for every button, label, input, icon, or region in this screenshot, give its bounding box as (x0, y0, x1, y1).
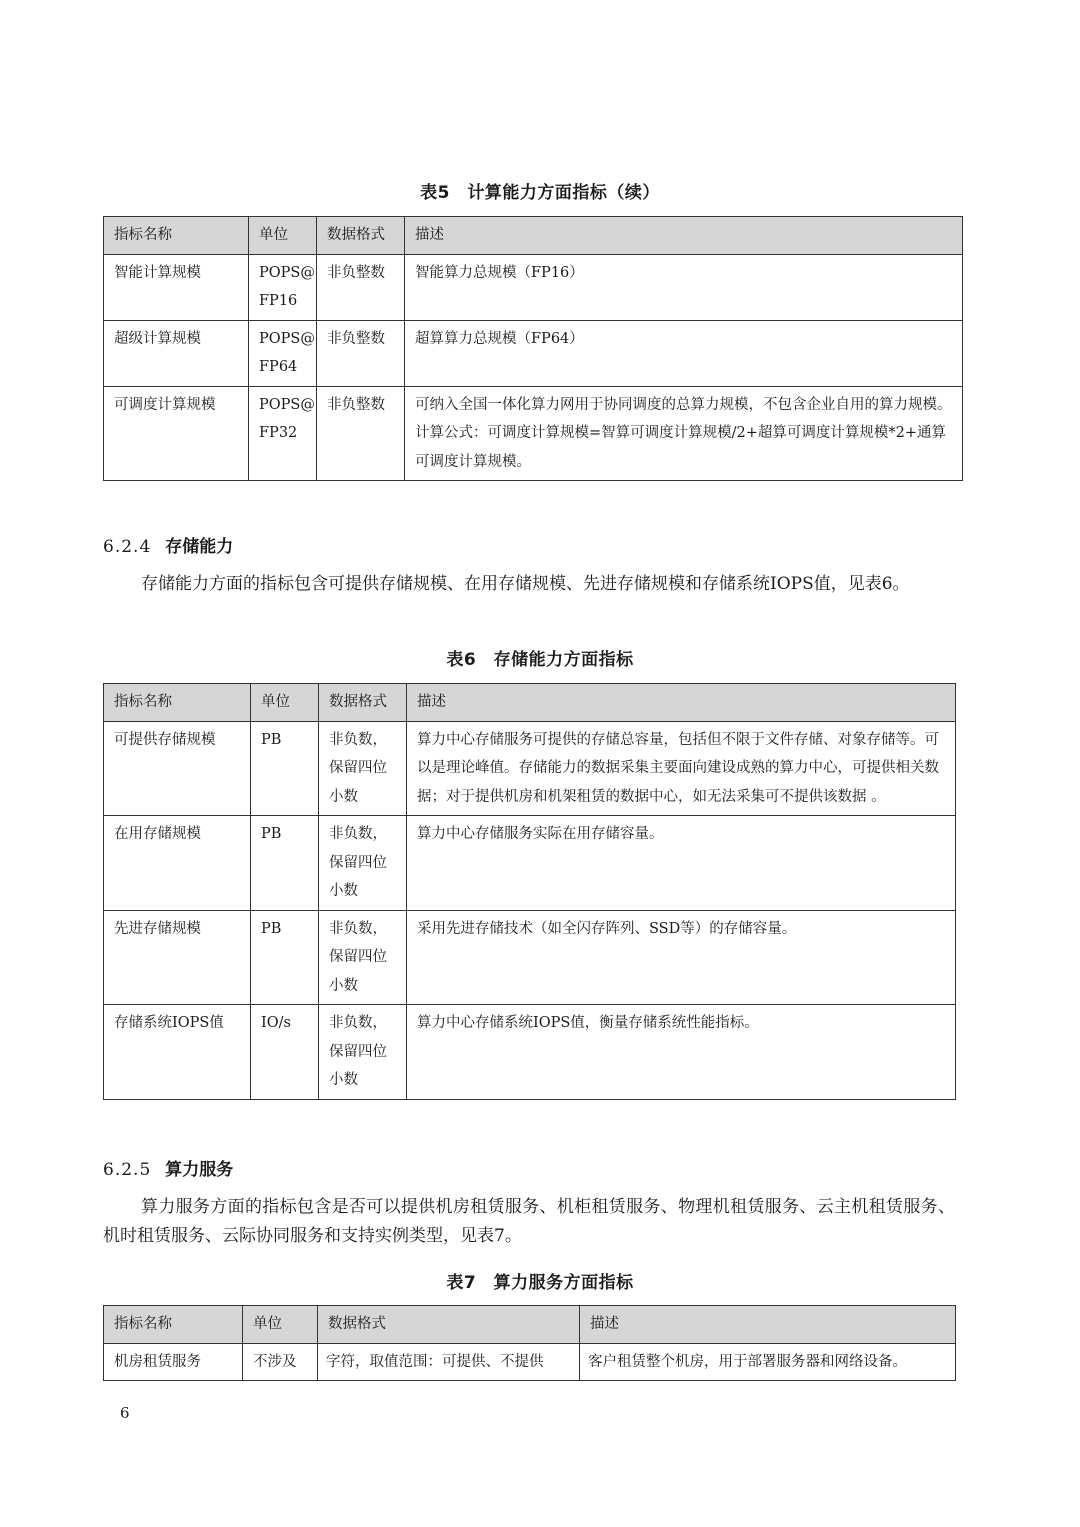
table-header-row (104, 1306, 956, 1344)
cell-unit: PB (251, 721, 319, 816)
header-format: 数据格式 (318, 1306, 580, 1344)
cell-name: 可提供存储规模 (104, 721, 251, 816)
header-unit: 单位 (243, 1306, 318, 1344)
header-desc: 描述 (405, 217, 963, 255)
table-row (104, 910, 956, 1005)
section-title: 存储能力 (165, 537, 234, 557)
section-heading-625 (103, 1155, 233, 1180)
cell-desc: 智能算力总规模（FP16） (405, 254, 963, 320)
table5 (103, 216, 963, 481)
cell-format: 非负整数 (317, 254, 405, 320)
cell-format: 非负数，保留四位小数 (319, 721, 407, 816)
table-row (104, 386, 963, 481)
cell-unit: PB (251, 910, 319, 1005)
cell-format: 非负数，保留四位小数 (319, 910, 407, 1005)
table-row (104, 254, 963, 320)
header-desc: 描述 (407, 684, 956, 722)
table5-caption: 表5 计算能力方面指标（续） (420, 183, 660, 203)
cell-desc: 采用先进存储技术（如全闪存阵列、SSD等）的存储容量。 (407, 910, 956, 1005)
header-name: 指标名称 (104, 684, 251, 722)
table-row (104, 1005, 956, 1100)
page-number: 6 (120, 1404, 130, 1422)
table-header-row (104, 684, 956, 722)
header-desc: 描述 (580, 1306, 956, 1344)
header-unit: 单位 (249, 217, 317, 255)
cell-name: 智能计算规模 (104, 254, 249, 320)
table7-caption: 表7 算力服务方面指标 (446, 1273, 634, 1293)
section-number: 6.2.4 (103, 537, 152, 557)
header-format: 数据格式 (319, 684, 407, 722)
section-paragraph: 存储能力方面的指标包含可提供存储规模、在用存储规模、先进存储规模和存储系统IOPS值，见表6。 (141, 574, 910, 594)
cell-desc: 算力中心存储服务实际在用存储容量。 (407, 816, 956, 911)
header-format: 数据格式 (317, 217, 405, 255)
cell-unit: 不涉及 (243, 1343, 318, 1381)
cell-name: 可调度计算规模 (104, 386, 249, 481)
cell-unit: POPS@ FP32 (249, 386, 317, 481)
header-unit: 单位 (251, 684, 319, 722)
cell-name: 在用存储规模 (104, 816, 251, 911)
cell-format: 非负整数 (317, 386, 405, 481)
table-header-row (104, 217, 963, 255)
table-row (104, 721, 956, 816)
desc-formula: 计算公式：可调度计算规模=智算可调度计算规模/2+超算可调度计算规模*2+通算可调度计算规模。 (415, 425, 947, 470)
section-number: 6.2.5 (103, 1160, 152, 1180)
cell-format: 非负数，保留四位小数 (319, 1005, 407, 1100)
table-row (104, 320, 963, 386)
cell-unit: POPS@ FP64 (249, 320, 317, 386)
cell-unit: IO/s (251, 1005, 319, 1100)
cell-unit: PB (251, 816, 319, 911)
cell-desc: 超算算力总规模（FP64） (405, 320, 963, 386)
cell-desc: 算力中心存储服务可提供的存储总容量，包括但不限于文件存储、对象存储等。可以是理论峰值。存储能力的数据采集主要面向建设成熟的算力中心，可提供相关数据；对于提供机房和机架租赁的数据中心，如无法采集可不提供该数据 。 (407, 721, 956, 816)
header-name: 指标名称 (104, 217, 249, 255)
cell-format: 非负数，保留四位小数 (319, 816, 407, 911)
cell-format: 非负整数 (317, 320, 405, 386)
cell-name: 机房租赁服务 (104, 1343, 243, 1381)
section-heading-624 (103, 532, 233, 557)
cell-format: 字符，取值范围：可提供、不提供 (318, 1343, 580, 1381)
section-paragraph: 算力服务方面的指标包含是否可以提供机房租赁服务、机柜租赁服务、物理机租赁服务、云主机租赁服务、机时租赁服务、云际协同服务和支持实例类型，见表7。 (103, 1197, 955, 1246)
table-row (104, 816, 956, 911)
section-title: 算力服务 (165, 1160, 234, 1180)
desc-line: 可纳入全国一体化算力网用于协同调度的总算力规模，不包含企业自用的算力规模。 (415, 396, 952, 413)
table6 (103, 683, 956, 1100)
cell-name: 超级计算规模 (104, 320, 249, 386)
cell-desc: 客户租赁整个机房，用于部署服务器和网络设备。 (580, 1343, 956, 1381)
table7 (103, 1305, 956, 1381)
cell-desc (405, 386, 963, 481)
cell-name: 先进存储规模 (104, 910, 251, 1005)
table-row (104, 1343, 956, 1381)
header-name: 指标名称 (104, 1306, 243, 1344)
cell-name: 存储系统IOPS值 (104, 1005, 251, 1100)
table6-caption: 表6 存储能力方面指标 (446, 650, 634, 670)
cell-desc: 算力中心存储系统IOPS值，衡量存储系统性能指标。 (407, 1005, 956, 1100)
cell-unit: POPS@ FP16 (249, 254, 317, 320)
